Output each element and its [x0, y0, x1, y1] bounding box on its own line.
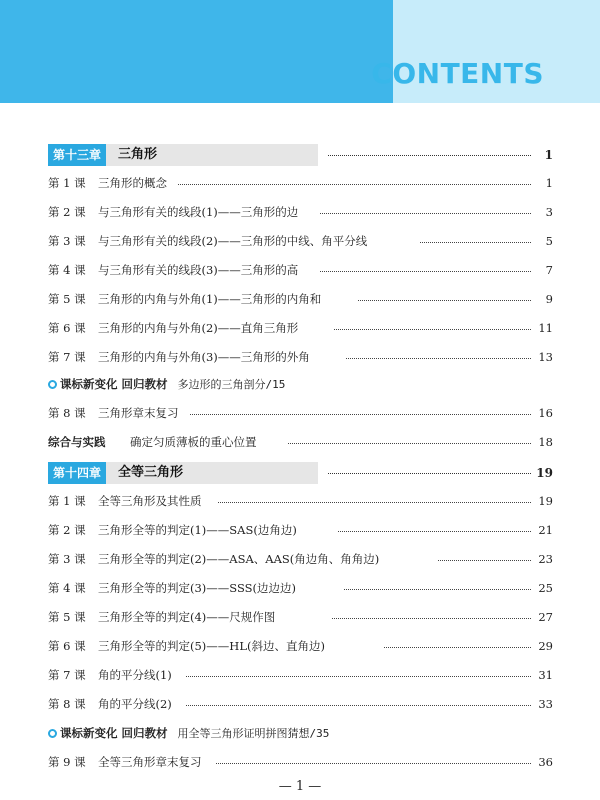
chapter-title: 三角形: [118, 147, 158, 162]
lesson-title: 全等三角形章末复习: [98, 755, 202, 769]
dot-leader: [358, 300, 531, 301]
toc-entry[interactable]: [48, 608, 553, 626]
practice-entry[interactable]: [48, 433, 553, 451]
toc-entry[interactable]: [48, 695, 553, 713]
dot-leader: [344, 589, 531, 590]
lesson-title: 三角形的内角与外角(1)——三角形的内角和: [98, 292, 322, 306]
chapter-14-heading[interactable]: [48, 462, 553, 484]
lesson-title: 三角形的内角与外角(2)——直角三角形: [98, 321, 299, 335]
lesson-title: 三角形全等的判定(3)——SSS(边边边): [98, 581, 296, 595]
dot-leader: [178, 184, 531, 185]
toc-entry[interactable]: [48, 203, 553, 221]
toc-entry[interactable]: [48, 174, 553, 192]
lesson-number: 第 7 课: [48, 350, 86, 364]
curriculum-note[interactable]: [48, 724, 329, 742]
page-number: 31: [538, 668, 553, 682]
page-number: 1: [545, 176, 553, 190]
lesson-number: 第 1 课: [48, 494, 86, 508]
lesson-title: 三角形的内角与外角(3)——三角形的外角: [98, 350, 310, 364]
lesson-title: 三角形全等的判定(5)——HL(斜边、直角边): [98, 639, 325, 653]
toc-entry[interactable]: [48, 261, 553, 279]
page-number: 19: [538, 494, 553, 508]
toc-entry[interactable]: [48, 666, 553, 684]
lesson-number: 第 1 课: [48, 176, 86, 190]
page-number: 33: [538, 697, 553, 711]
lesson-number: 第 5 课: [48, 292, 86, 306]
lesson-number: 第 4 课: [48, 581, 86, 595]
lesson-title: 确定匀质薄板的重心位置: [130, 435, 257, 449]
page-number: 18: [538, 435, 553, 449]
dot-leader: [332, 618, 531, 619]
lesson-number: 第 3 课: [48, 552, 86, 566]
lesson-number: 第 9 课: [48, 755, 86, 769]
toc-entry[interactable]: [48, 319, 553, 337]
page-number: 16: [538, 406, 553, 420]
lesson-title: 角的平分线(2): [98, 697, 172, 711]
chapter-title: 全等三角形: [118, 465, 184, 480]
dot-leader: [334, 329, 531, 330]
toc-entry[interactable]: [48, 637, 553, 655]
page-number: 36: [538, 755, 553, 769]
page-number: 3: [545, 205, 553, 219]
lesson-title: 三角形全等的判定(1)——SAS(边角边): [98, 523, 297, 537]
lesson-number: 第 3 课: [48, 234, 86, 248]
lesson-title: 全等三角形及其性质: [98, 494, 202, 508]
lesson-title: 角的平分线(1): [98, 668, 172, 682]
toc-entry[interactable]: [48, 753, 553, 771]
dot-leader: [216, 763, 531, 764]
page-number: 7: [545, 263, 553, 277]
page-number: 11: [538, 321, 553, 335]
dot-leader: [186, 705, 531, 706]
note-label: 课标新变化 回归教材: [60, 377, 168, 391]
curriculum-note[interactable]: [48, 375, 285, 393]
lesson-number: 第 2 课: [48, 205, 86, 219]
note-text: 用全等三角形证明拼图猜想/35: [177, 727, 330, 740]
page-number: 29: [538, 639, 553, 653]
toc-entry[interactable]: [48, 579, 553, 597]
lesson-number: 第 7 课: [48, 668, 86, 682]
dot-leader: [420, 242, 531, 243]
dot-leader: [328, 155, 531, 156]
dot-leader: [218, 502, 531, 503]
note-label: 课标新变化 回归教材: [60, 726, 168, 740]
toc-entry[interactable]: [48, 521, 553, 539]
lesson-title: 与三角形有关的线段(1)——三角形的边: [98, 205, 299, 219]
lesson-number: 第 5 课: [48, 610, 86, 624]
footer-page-number: — 1 —: [278, 779, 322, 794]
chapter-number: 第十三章: [48, 144, 106, 166]
lesson-number: 第 2 课: [48, 523, 86, 537]
toc-entry[interactable]: [48, 290, 553, 308]
dot-leader: [190, 414, 531, 415]
lesson-number: 第 6 课: [48, 321, 86, 335]
lesson-title: 与三角形有关的线段(3)——三角形的高: [98, 263, 299, 277]
practice-label: 综合与实践: [48, 435, 106, 449]
page-number: 9: [545, 292, 553, 306]
dot-leader: [320, 271, 531, 272]
chapter-13-heading[interactable]: [48, 144, 553, 166]
dot-leader: [186, 676, 531, 677]
toc-entry[interactable]: [48, 232, 553, 250]
lesson-number: 第 8 课: [48, 406, 86, 420]
lesson-title: 三角形全等的判定(2)——ASA、AAS(角边角、角角边): [98, 552, 380, 566]
chapter-number: 第十四章: [48, 462, 106, 484]
dot-leader: [384, 647, 531, 648]
page-number: 13: [538, 350, 553, 364]
toc-entry[interactable]: [48, 348, 553, 366]
page-title: CONTENTS: [371, 57, 544, 90]
dot-leader: [438, 560, 531, 561]
target-icon: [48, 729, 57, 738]
lesson-title: 与三角形有关的线段(2)——三角形的中线、角平分线: [98, 234, 368, 248]
page-number: 5: [545, 234, 553, 248]
lesson-title: 三角形的概念: [98, 176, 167, 190]
lesson-title: 三角形全等的判定(4)——尺规作图: [98, 610, 276, 624]
lesson-number: 第 6 课: [48, 639, 86, 653]
toc-entry[interactable]: [48, 550, 553, 568]
page-number: 1: [544, 148, 553, 162]
dot-leader: [346, 358, 531, 359]
note-text: 多边形的三角剖分/15: [177, 378, 286, 391]
lesson-number: 第 4 课: [48, 263, 86, 277]
page-number: 21: [538, 523, 553, 537]
target-icon: [48, 380, 57, 389]
page-number: 25: [538, 581, 553, 595]
lesson-number: 第 8 课: [48, 697, 86, 711]
dot-leader: [328, 473, 531, 474]
dot-leader: [320, 213, 531, 214]
dot-leader: [288, 443, 531, 444]
page-number: 27: [538, 610, 553, 624]
header-banner: [0, 0, 393, 103]
page-number: 19: [536, 466, 553, 480]
page-number: 23: [538, 552, 553, 566]
toc-entry[interactable]: [48, 404, 553, 422]
toc-entry[interactable]: [48, 492, 553, 510]
lesson-title: 三角形章末复习: [98, 406, 179, 420]
dot-leader: [338, 531, 531, 532]
